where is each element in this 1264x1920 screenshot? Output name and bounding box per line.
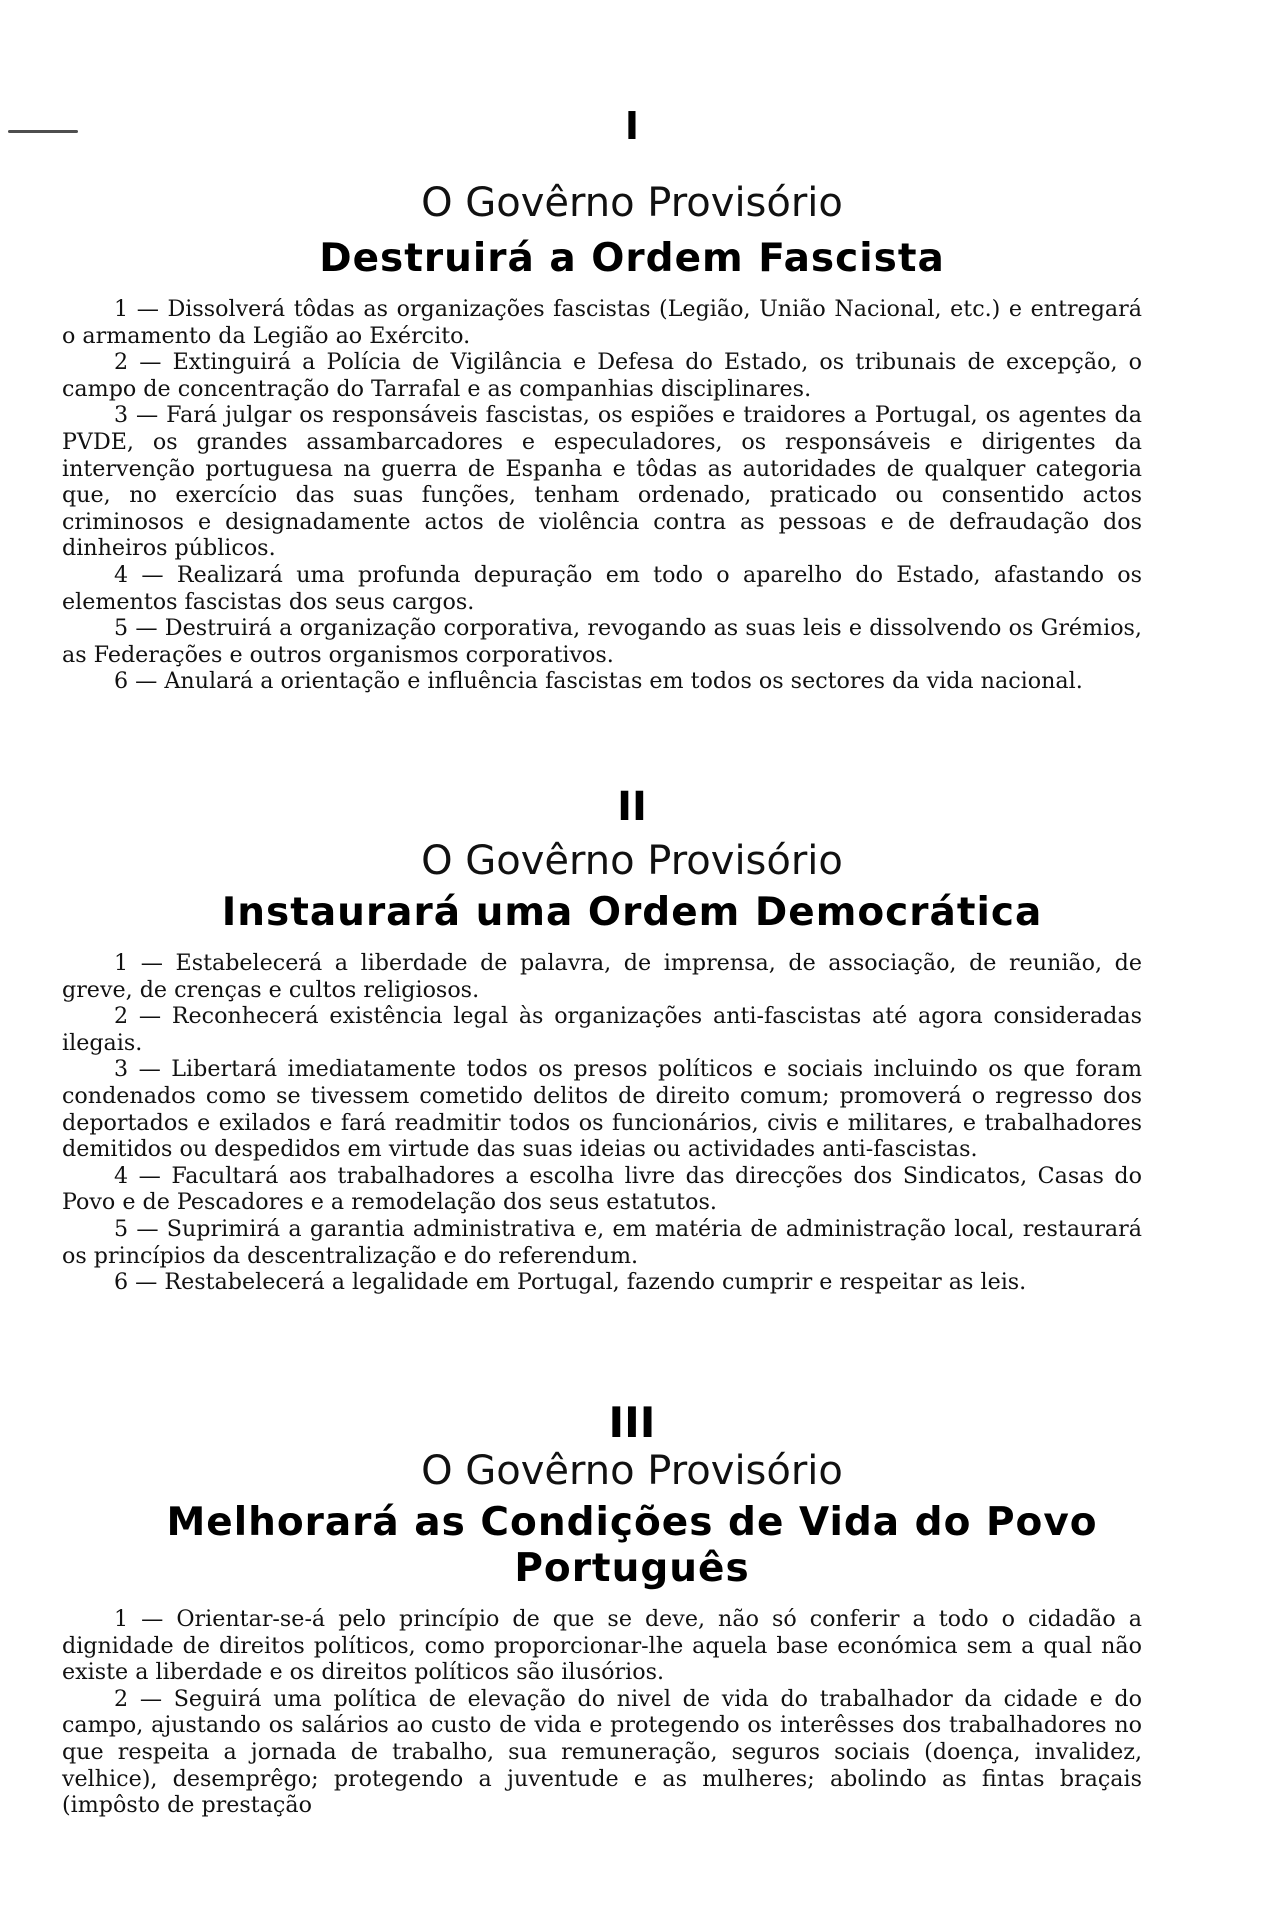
section-1-item-5: 5 — Destruirá a organização corporativa, revogando as suas leis e dissolvendo os Grémios, as Federações e outros organismos corporativos. (62, 615, 1142, 668)
section-1-item-3: 3 — Fará julgar os responsáveis fascistas, os espiões e traidores a Portugal, os agentes da PVDE, os grandes assambarcadores e especuladores, os responsáveis e dirigentes da intervenção portuguesa na guerra de Espanha e tôdas as autoridades de qualquer categoria que, no exercício das suas funções, tenham ordenado, praticado ou consentido actos criminosos e designadamente actos de violência contra as pessoas e de defraudação dos dinheiros públicos. (62, 402, 1142, 562)
section-1-item-4: 4 — Realizará uma profunda depuração em todo o aparelho do Estado, afastando os elementos fascistas dos seus cargos. (62, 561, 1142, 615)
section-2-heading: Instaurará uma Ordem Democrática (221, 890, 1043, 935)
section-3-numeral: III (608, 1398, 656, 1447)
section-3-subtitle: O Govêrno Provisório (421, 1448, 843, 1494)
section-2-body (62, 950, 1142, 1296)
section-2-item-4: 4 — Facultará aos trabalhadores a escolha livre das direcções dos Sindicatos, Casas do Povo e de Pescadores e a remodelação dos seus estatutos. (62, 1162, 1142, 1216)
section-3-item-1: 1 — Orientar-se-á pelo princípio de que se deve, não só conferir a todo o cidadão a dignidade de direitos políticos, como proporcionar-lhe aquela base económica sem a qual não existe a liberdade e os direitos políticos são ilusórios. (62, 1606, 1142, 1686)
section-2-item-3: 3 — Libertará imediatamente todos os presos políticos e sociais incluindo os que foram condenados como se tivessem cometido delitos de direito comum; promoverá o regresso dos deportados e exilados e fará readmitir todos os funcionários, civis e militares, e trabalhadores demitidos ou despedidos em virtude das suas ideias ou actividades anti-fascistas. (62, 1056, 1142, 1163)
section-3-heading-line-2: Português (514, 1546, 750, 1591)
section-1-heading: Destruirá a Ordem Fascista (319, 236, 945, 281)
section-1-numeral: I (624, 104, 640, 148)
section-2-item-6: 6 — Restabelecerá a legalidade em Portugal, fazendo cumprir e respeitar as leis. (114, 1269, 1027, 1296)
section-1-item-6: 6 — Anulará a orientação e influência fascistas em todos os sectores da vida nacional. (114, 668, 1083, 695)
section-1-subtitle: O Govêrno Provisório (421, 180, 843, 226)
section-2-item-2: 2 — Reconhecerá existência legal às organizações anti-fascistas até agora consideradas ilegais. (62, 1003, 1142, 1056)
section-3-item-2: 2 — Seguirá uma política de elevação do nivel de vida do trabalhador da cidade e do campo, ajustando os salários ao custo de vida e protegendo os interêsses dos trabalhadores no que respeita a jornada de trabalho, sua remuneração, seguros sociais (doença, invalidez, velhice), desemprêgo; protegendo a juventude e as mulheres; abolindo as fintas braçais (impôsto de prestação (62, 1685, 1142, 1819)
section-2-subtitle: O Govêrno Provisório (421, 838, 843, 884)
section-3-body (62, 1606, 1142, 1819)
section-2-item-5: 5 — Suprimirá a garantia administrativa e, em matéria de administração local, restaurará os princípios da descentralização e do referendum. (62, 1215, 1142, 1269)
section-2-numeral: II (617, 784, 647, 830)
section-2-item-1: 1 — Estabelecerá a liberdade de palavra, de imprensa, de associação, de reunião, de greve, de crenças e cultos religiosos. (62, 950, 1142, 1003)
section-3-heading-line-1: Melhorará as Condições de Vida do Povo (166, 1500, 1098, 1545)
section-1-body (62, 296, 1142, 695)
section-1-item-1: 1 — Dissolverá tôdas as organizações fascistas (Legião, União Nacional, etc.) e entregará o armamento da Legião ao Exército. (62, 296, 1142, 349)
section-1-item-2: 2 — Extinguirá a Polícia de Vigilância e Defesa do Estado, os tribunais de excepção, o campo de concentração do Tarrafal e as companhias disciplinares. (62, 349, 1142, 402)
